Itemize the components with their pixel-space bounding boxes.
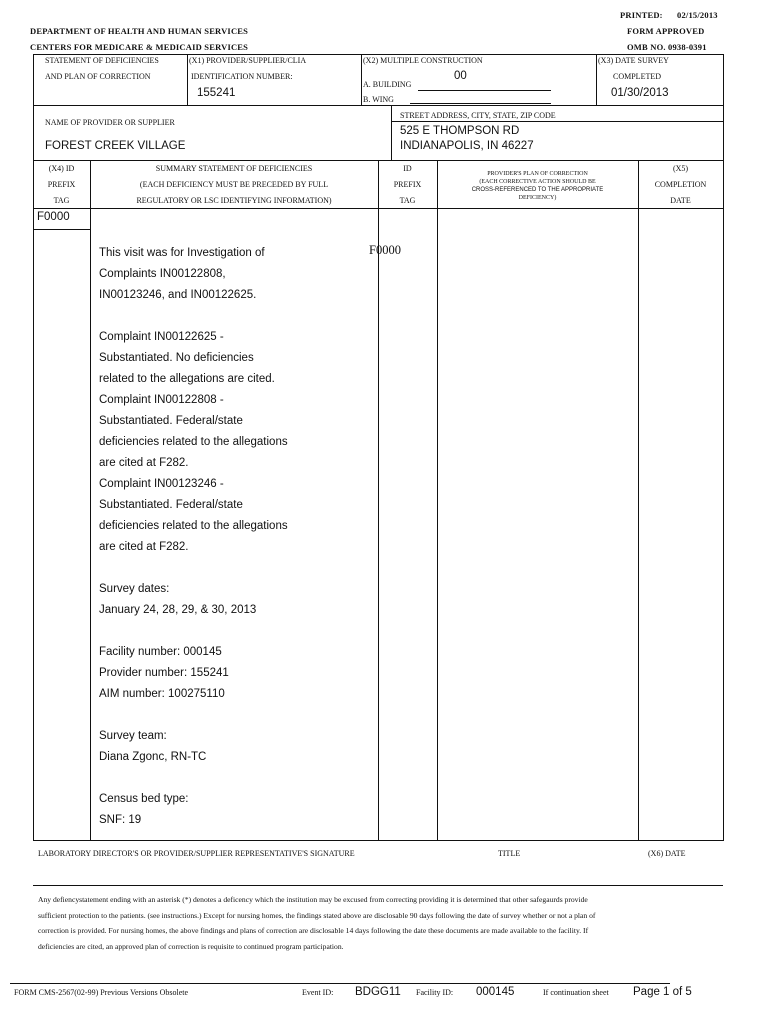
summary-line: Survey team:	[99, 730, 167, 742]
id-header-line1: ID	[403, 164, 412, 173]
summary-line: Complaints IN00122808,	[99, 268, 226, 280]
event-id-value: BDGG11	[355, 986, 401, 998]
facility-id-label: Facility ID:	[416, 988, 454, 997]
summary-line: Facility number: 000145	[99, 646, 222, 658]
x3-label-line2: COMPLETED	[613, 72, 661, 81]
address-label: STREET ADDRESS, CITY, STATE, ZIP CODE	[400, 111, 556, 120]
summary-header-line3: REGULATORY OR LSC IDENTIFYING INFORMATION)	[136, 196, 332, 205]
plan-header-line3: CROSS-REFERENCED TO THE APPROPRIATE	[471, 187, 604, 193]
summary-line: Diana Zgonc, RN-TC	[99, 751, 207, 763]
department-title: DEPARTMENT OF HEALTH AND HUMAN SERVICES	[30, 26, 249, 36]
provider-id-value: 155241	[197, 87, 236, 99]
summary-line: Survey dates:	[99, 583, 170, 595]
continuation-label: If continuation sheet	[543, 988, 609, 997]
x2-label: (X2) MULTIPLE CONSTRUCTION	[363, 56, 483, 65]
address-line2: INDIANAPOLIS, IN 46227	[400, 140, 534, 152]
summary-line: Complaint IN00123246 -	[99, 478, 224, 490]
centers-title: CENTERS FOR MEDICARE & MEDICAID SERVICES	[30, 42, 249, 52]
provider-name-label: NAME OF PROVIDER OR SUPPLIER	[45, 118, 175, 127]
x5-header-line1: (X5)	[672, 164, 689, 173]
omb-number: OMB NO. 0938-0391	[627, 42, 707, 52]
summary-line: Complaint IN00122625 -	[99, 331, 224, 343]
x1-label-line2: IDENTIFICATION NUMBER:	[191, 72, 293, 81]
facility-id-value: 000145	[476, 986, 515, 998]
x5-header-line2: COMPLETION	[654, 180, 707, 189]
plan-header-line4: DEFICIENCY)	[518, 195, 557, 201]
printed-label: PRINTED:	[620, 10, 663, 20]
page-number: Page 1 of 5	[633, 986, 692, 998]
summary-line: January 24, 28, 29, & 30, 2013	[99, 604, 257, 616]
x4-header-line3: TAG	[53, 196, 70, 205]
printed-date: 02/15/2013	[677, 10, 718, 20]
summary-line: SNF: 19	[99, 814, 142, 826]
building-label: A. BUILDING	[363, 80, 412, 89]
summary-line: deficiencies related to the allegations	[99, 436, 288, 448]
statement-label-line2: AND PLAN OF CORRECTION	[45, 72, 151, 81]
summary-line: Substantiated. No deficiencies	[99, 352, 254, 364]
survey-completed-date: 01/30/2013	[611, 87, 669, 99]
summary-line: Complaint IN00122808 -	[99, 394, 224, 406]
summary-line	[99, 621, 288, 642]
summary-header-line2: (EACH DEFICIENCY MUST BE PRECEDED BY FULL	[139, 180, 329, 189]
summary-header-line1: SUMMARY STATEMENT OF DEFICIENCIES	[155, 164, 313, 173]
summary-line: deficiencies related to the allegations	[99, 520, 288, 532]
building-value: 00	[454, 70, 467, 82]
summary-line	[99, 558, 288, 579]
plan-header-line1: PROVIDER'S PLAN OF CORRECTION	[487, 171, 588, 177]
wing-label: B. WING	[363, 95, 394, 104]
summary-line	[99, 768, 288, 789]
x5-header-line3: DATE	[670, 196, 691, 205]
summary-line: This visit was for Investigation of	[99, 247, 265, 259]
x4-header-line1: (X4) ID	[48, 164, 75, 173]
summary-line: Census bed type:	[99, 793, 189, 805]
summary-line: related to the allegations are cited.	[99, 373, 275, 385]
summary-line	[99, 705, 288, 726]
summary-line: are cited at F282.	[99, 541, 189, 553]
summary-line: Substantiated. Federal/state	[99, 499, 243, 511]
director-signature-label: LABORATORY DIRECTOR'S OR PROVIDER/SUPPLIER REPRESENTATIVE'S SIGNATURE	[38, 849, 355, 858]
x1-label-line1: (X1) PROVIDER/SUPPLIER/CLIA	[189, 56, 307, 65]
entry-id-tag: F0000	[369, 243, 401, 257]
summary-line: are cited at F282.	[99, 457, 189, 469]
x3-label-line1: (X3) DATE SURVEY	[598, 56, 669, 65]
deficiency-summary-text	[99, 243, 288, 831]
address-line1: 525 E THOMPSON RD	[400, 125, 520, 137]
summary-line	[99, 306, 288, 327]
title-label: TITLE	[498, 849, 521, 858]
id-header-line3: TAG	[399, 196, 416, 205]
entry-prefix-tag: F0000	[37, 211, 70, 223]
statement-label-line1: STATEMENT OF DEFICIENCIES	[45, 56, 159, 65]
summary-line: IN00123246, and IN00122625.	[99, 289, 257, 301]
summary-line: Substantiated. Federal/state	[99, 415, 243, 427]
summary-line: AIM number: 100275110	[99, 688, 225, 700]
event-id-label: Event ID:	[302, 988, 334, 997]
x4-header-line2: PREFIX	[47, 180, 76, 189]
signature-date-label: (X6) DATE	[648, 849, 686, 858]
provider-name-value: FOREST CREEK VILLAGE	[45, 140, 186, 152]
plan-header-line2: (EACH CORRECTIVE ACTION SHOULD BE	[479, 179, 596, 185]
form-approved-label: FORM APPROVED	[627, 26, 705, 36]
id-header-line2: PREFIX	[393, 180, 422, 189]
summary-line: Provider number: 155241	[99, 667, 229, 679]
disclaimer-text: Any defiencystatement ending with an asterisk (*) denotes a deficency which the institution may be excused from correcting providing it is determined that other safegaurds provide sufficient protection to the patients. (see instructions.) Except for nursing homes, the findings stated above are disclosable 90 days following the date of survey whether or not a plan of correction is provided. For nursing homes, the above findings and plans of correction are disclosable 14 days following the date these documents are made available to the facility. If deficiencies are cited, an approved plan of correction is requisite to continued program participation.	[38, 895, 596, 951]
form-number-label: FORM CMS-2567(02-99) Previous Versions Obsolete	[14, 988, 189, 997]
